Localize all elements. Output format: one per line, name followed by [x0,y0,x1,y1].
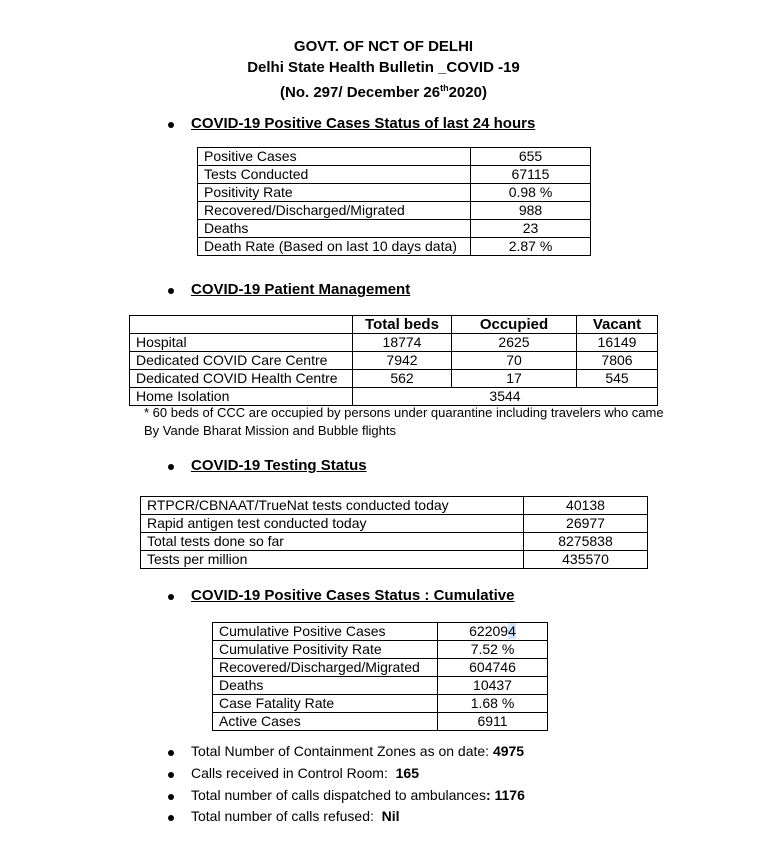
header-bulletin-title: Delhi State Health Bulletin _COVID -19 [247,59,520,76]
table-row [213,641,548,659]
row-value-main: 6911 [477,713,508,729]
row-value-main: 1.68 % [470,695,515,711]
section-title-patient-management: COVID-19 Patient Management [191,281,411,298]
header-occupied: Occupied [452,316,577,334]
table-row [198,202,591,220]
row-value-main: 7.52 % [470,641,515,657]
row-label: Home Isolation [130,388,353,406]
section-title-cumulative: COVID-19 Positive Cases Status : Cumulative [191,587,515,604]
table-row [213,695,548,713]
row-label: Rapid antigen test conducted today [141,515,524,533]
row-label: Total tests done so far [141,533,524,551]
row-label: Case Fatality Rate [213,695,438,713]
summary-list-item [191,787,525,803]
table-row [198,166,591,184]
row-label: Dedicated COVID Health Centre [130,370,353,388]
table-row [130,334,658,352]
row-value: 988 [471,202,591,220]
row-value: 23 [471,220,591,238]
note-line-1: * 60 beds of CCC are occupied by persons under quarantine including travelers who came [144,405,664,420]
row-value: 26977 [524,515,648,533]
row-label: Active Cases [213,713,438,731]
bullet-dot-icon [168,288,174,294]
header-total-beds: Total beds [353,316,452,334]
section-title-testing-status: COVID-19 Testing Status [191,457,367,474]
row-total-beds: 7942 [353,352,452,370]
table-row [198,148,591,166]
table-row [213,623,548,641]
row-label: Cumulative Positivity Rate [213,641,438,659]
table-header-blank [130,316,353,334]
table-row [141,551,648,569]
bullet-dot-icon [168,794,174,800]
row-label: Dedicated COVID Care Centre [130,352,353,370]
row-label: Deaths [198,220,471,238]
header-vacant: Vacant [577,316,658,334]
row-label: Tests per million [141,551,524,569]
note-line-2: By Vande Bharat Mission and Bubble flights [144,423,396,438]
row-vacant: 7806 [577,352,658,370]
bullet-dot-icon [168,750,174,756]
table-testing-status [140,496,648,569]
bullet-dot-icon [168,122,174,128]
table-row [198,220,591,238]
row-value: 3544 [353,388,658,406]
bullet-dot-icon [168,772,174,778]
table-row [213,677,548,695]
row-value: 8275838 [524,533,648,551]
row-label: Tests Conducted [198,166,471,184]
table-row [213,713,548,731]
table-row [198,184,591,202]
row-label: RTPCR/CBNAAT/TrueNat tests conducted today [141,497,524,515]
table-row [141,515,648,533]
table-row [141,533,648,551]
summary-text: Total Number of Containment Zones as on date: [191,743,493,759]
row-value: 67115 [471,166,591,184]
row-value: 655 [471,148,591,166]
row-label: Cumulative Positive Cases [213,623,438,641]
header-date-suffix: 2020) [448,84,487,101]
table-24hours [197,147,591,256]
row-total-beds: 562 [353,370,452,388]
row-total-beds: 18774 [353,334,452,352]
bullet-dot-icon [168,464,174,470]
table-row [198,238,591,256]
bullet-dot-icon [168,594,174,600]
row-value-main: 604746 [469,659,516,675]
row-value-highlight: 4 [508,623,516,639]
row-value [438,713,548,731]
row-value [438,641,548,659]
header-govt: GOVT. OF NCT OF DELHI [293,38,474,55]
row-value-main: 10437 [473,677,512,693]
table-row [130,370,658,388]
summary-value: 4975 [492,743,525,759]
row-value-main: 62209 [469,623,509,639]
table-row [141,497,648,515]
summary-text: Calls received in Control Room: [191,765,396,781]
summary-list-item [191,743,524,759]
row-vacant: 545 [577,370,658,388]
row-occupied: 2625 [452,334,577,352]
header-date-prefix: (No. 297/ December 26 [280,84,441,101]
table-row [130,388,658,406]
section-title-24hours: COVID-19 Positive Cases Status of last 24 hours [191,115,536,132]
row-value: 2.87 % [471,238,591,256]
row-value [438,659,548,677]
row-value [438,695,548,713]
table-cumulative [212,622,548,731]
row-label: Death Rate (Based on last 10 days data) [198,238,471,256]
row-label: Positivity Rate [198,184,471,202]
row-label: Hospital [130,334,353,352]
summary-list-item [191,808,400,824]
row-label: Positive Cases [198,148,471,166]
row-value: 40138 [524,497,648,515]
summary-value: : 1176 [485,787,525,803]
summary-text: Total number of calls refused: [191,808,382,824]
table-row [130,352,658,370]
summary-value: Nil [381,808,400,824]
table-header-row [130,316,658,334]
row-occupied: 17 [452,370,577,388]
bullet-dot-icon [168,815,174,821]
header-date-sup: th [440,83,449,93]
bulletin-header [0,36,767,103]
row-value: 0.98 % [471,184,591,202]
summary-value: 165 [395,765,419,781]
row-label: Recovered/Discharged/Migrated [198,202,471,220]
table-patient-management [129,315,658,406]
row-value: 435570 [524,551,648,569]
row-occupied: 70 [452,352,577,370]
table-row [213,659,548,677]
row-label: Recovered/Discharged/Migrated [213,659,438,677]
summary-list-item [191,765,419,781]
row-vacant: 16149 [577,334,658,352]
row-value [438,623,548,641]
row-value [438,677,548,695]
row-label: Deaths [213,677,438,695]
summary-text: Total number of calls dispatched to ambulances [191,787,486,803]
header-number-date [0,78,767,103]
